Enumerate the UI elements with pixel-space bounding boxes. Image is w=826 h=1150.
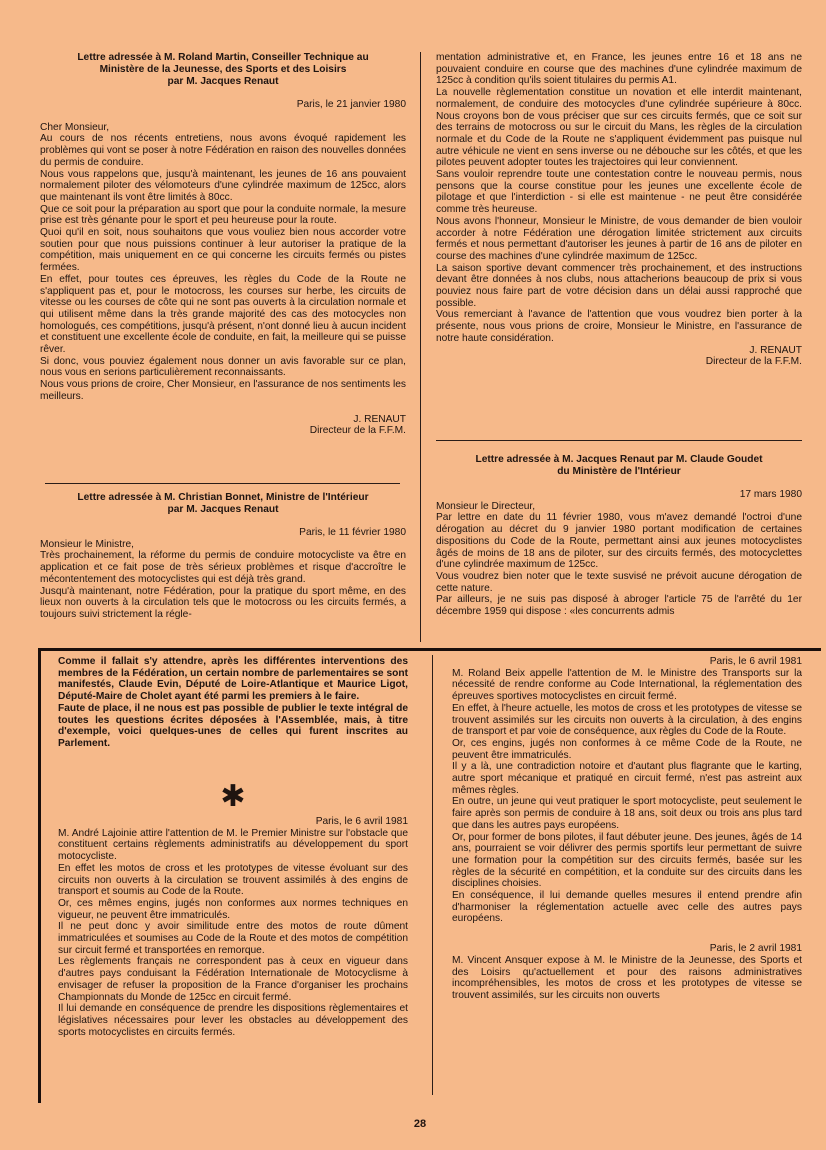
letter2-date: Paris, le 11 février 1980: [299, 527, 406, 538]
question3-date: Paris, le 2 avril 1981: [709, 943, 802, 955]
letter1-date: Paris, le 21 janvier 1980: [296, 99, 406, 110]
letter2-paragraph: Monsieur le Ministre,: [40, 538, 134, 550]
letter2-cont-paragraph: Nous avons l'honneur, Monsieur le Ministre, de vous demander de bien vouloir accorder à notre Fédération une dérogation limitée strictement aux circuits fermés et nous permettant d'autoriser les jeunes à partir de 16 ans de piloter en course des machines d'une cylindrée maximum de 125cc.: [436, 215, 802, 262]
question2-date: Paris, le 6 avril 1981: [709, 656, 802, 667]
letter2-paragraph: Jusqu'à maintenant, notre Fédération, pour la pratique du sport même, en des lieux non ouverts à la circulation tels que le motocross ou les circuits fermés, a toujours suivi strictement la régle-: [40, 585, 406, 620]
question2-paragraph: En effet, à l'heure actuelle, les motos de cross et les prototypes de vitesse se trouvent assimilés sur les circuits non ouverts à la circulation, à des engins de transport et par voie de conséquence, aux règles du Code de la Route.: [452, 702, 802, 738]
letter2-cont-paragraph: Sans vouloir reprendre toute une contestation contre le nouveau permis, nous pensons que la course constitue pour les jeunes une excellente école de pilotage et que l'interdiction - si elle est maintenue - ne peut être considérée comme très heureuse.: [436, 169, 802, 216]
column-divider: [420, 52, 421, 642]
letter1-paragraph: Quoi qu'il en soit, nous souhaitons que vous vouliez bien nous accorder votre soutien pour que nous puissions continuer à leur autoriser la pratique de la compétition, mais uniquement en ce qui concerne les circuits fermés ou pistes fermées.: [40, 227, 406, 274]
letter1-signature-title: Directeur de la F.F.M.: [309, 425, 406, 437]
question1-paragraph: M. André Lajoinie attire l'attention de M. le Premier Ministre sur l'obstacle que constituent certains règlements administratifs au développement du sport motocycliste.: [58, 827, 408, 863]
letter2-column: [40, 492, 406, 642]
letter1-heading: Lettre adressée à M. Roland Martin, Conseiller Technique au Ministère de la Jeunesse, des Sports et des Loisirs par M. Jacques Renaut: [77, 52, 369, 87]
letter1-paragraph: Cher Monsieur,: [40, 121, 110, 133]
upper-right-column: [436, 52, 802, 430]
letter2-signature: J. RENAUT: [749, 344, 802, 356]
question1-paragraph: En effet les motos de cross et les prototypes de vitesse évoluant sur des circuits non ouverts à la circulation se trouvent assimilés à des engins de transport et soumis au Code de la Route.: [58, 862, 408, 898]
letter3-column: [436, 454, 802, 644]
letter3-paragraph: Monsieur le Directeur,: [436, 500, 536, 512]
asterisk-icon: ✱: [220, 780, 246, 813]
letter1-signature: J. RENAUT: [353, 413, 406, 425]
box-column-divider: [432, 655, 433, 1095]
letter1-paragraph: Si donc, vous pouviez également nous donner un avis favorable sur ce plan, nous vous en serions particulièrement reconnaissants.: [40, 355, 406, 379]
letter1-paragraph: Que ce soit pour la préparation au sport que pour la conduite normale, la mesure prise est très génante pour le sport et peu heureuse pour la route.: [40, 203, 406, 227]
letter1-paragraph: Nous vous prions de croire, Cher Monsieur, en l'assurance de nos sentiments les meilleurs.: [40, 379, 406, 402]
question1-paragraph: Or, ces mêmes engins, jugés non conformes aux normes techniques en vigueur, ne peuvent être immatriculés.: [58, 897, 408, 921]
letter2-cont-paragraph: mentation administrative et, en France, les jeunes entre 16 et 18 ans ne pouvaient conduire en course que des machines d'une cylindrée maximum de 125cc à condition qu'ils soient titulaires du permis A1.: [436, 52, 802, 87]
question2-paragraph: Or, ces engins, jugés non conformes à ce même Code de la Route, ne peuvent être immatriculés.: [452, 737, 802, 761]
upper-left-column: [40, 52, 406, 482]
right-divider: [436, 440, 802, 441]
letter2-paragraph: Très prochainement, la réforme du permis de conduire motocycliste va être en application et ce fait pose de très sérieux problèmes et risque d'accroître le mécontentement des motocyclistes qui est déjà très grand.: [40, 550, 406, 585]
box-intro: [58, 656, 408, 774]
letter3-paragraph: Par ailleurs, je ne suis pas disposé à abroger l'article 75 de l'arrêté du 1er décembre 1959 qui dispose : «les concurrents admis: [436, 594, 802, 618]
letter3-paragraph: Vous voudrez bien noter que le texte susvisé ne prévoit aucune dérogation de cette nature.: [436, 570, 802, 594]
box-intro-paragraph: Faute de place, il ne nous est pas possible de publier le texte intégral de toutes les questions écrites déposées à l'Assemblée, mais, à titre d'exemple, voici quelques-unes de celles qui furent inscrites au Parlement.: [58, 702, 408, 749]
letter1-paragraph: Au cours de nos récents entretiens, nous avons évoqué rapidement les problèmes qui vont se poser à notre Fédération en raison des nouvelles données du permis de conduire.: [40, 133, 406, 168]
letter2-cont-paragraph: La nouvelle règlementation constitue un novation et elle interdit maintenant, normalement, de conduire des motocycles d'une cylindrée supérieure à 80cc. Nous croyons bon de vous préciser que sur ces circuits fermés, que ce soit sur des terrains de motocross ou sur le circuit du Mans, les règles de la circulation normale et du Code de la Route ne s'appliquent évidemment pas puisque nul autre véhicule ne vient en sens inverse ou ne débouche sur les côtés, et que les pilotes peuvent adopter toutes les trajectoires qui leur conviennent.: [436, 87, 802, 169]
letter3-date: 17 mars 1980: [739, 489, 802, 500]
letter1-paragraph: Nous vous rappelons que, jusqu'à maintenant, les jeunes de 16 ans pouvaient normalement piloter des vélomoteurs d'une cylindrée maximum de 125cc, alors que maintenant ils vont être limités à 80cc.: [40, 168, 406, 203]
box-intro-paragraph: Comme il fallait s'y attendre, après les différentes interventions des membres de la Fédération, un certain nombre de parlementaires se sont manifestés, Claude Evin, Député de Loire-Atlantique et Maurice Ligot, Député-Maire de Cholet ayant été parmi les premiers à le faire.: [58, 656, 408, 703]
question2-column: [452, 656, 802, 1096]
letter3-heading: Lettre adressée à M. Jacques Renaut par M. Claude Goudet du Ministère de l'Intérieur: [475, 454, 763, 477]
letter2-signature-title: Directeur de la F.F.M.: [705, 356, 802, 368]
question1-paragraph: Les règlements français ne correspondent pas à ceux en vigueur dans d'autres pays conduisant la Fédération Internationale de Motocyclisme à envisager de refuser la proposition de la France d'organiser les prochains Championnats du Monde de 125cc en circuit fermé.: [58, 956, 408, 1003]
question1-column: [58, 774, 408, 1096]
question2-paragraph: Il y a là, une contradiction notoire et d'autant plus flagrante que le karting, autre sport mécanique et pratiqué en circuit fermé, n'est pas astreint aux mêmes règles.: [452, 761, 802, 796]
question3-paragraph: M. Vincent Ansquer expose à M. le Ministre de la Jeunesse, des Sports et des Loisirs qu'actuellement et pour des raisons administratives incompréhensibles, les motos de cross et les prototypes de vitesse se trouvent assimilés, sur les circuits non ouverts: [452, 954, 802, 1001]
letter2-cont-paragraph: La saison sportive devant commencer très prochainement, et des instructions devant être données à nos clubs, nous attacherions beaucoup de prix si vous pouviez nous faire part de votre décision dans un délai aussi rapproché que possible.: [436, 262, 802, 309]
letter3-paragraph: Par lettre en date du 11 février 1980, vous m'avez demandé l'octroi d'une dérogation au décret du 9 janvier 1980 portant modification de certaines dispositions du Code de la Route, permettant ainsi aux jeunes motocyclistes âgés de moins de 18 ans de piloter, sur des circuits fermés, des motocyclettes d'une cylindrée maximum de 125cc.: [436, 512, 802, 571]
letter2-cont-paragraph: Vous remerciant à l'avance de l'attention que vous voudrez bien porter à la présente, nous vous prions de croire, Monsieur le Ministre, en l'assurance de notre haute considération.: [436, 309, 802, 344]
question2-paragraph: En conséquence, il lui demande quelles mesures il entend prendre afin d'harmoniser la réglementation actuelle avec celle des autres pays européens.: [452, 890, 802, 925]
letter1-paragraph: En effet, pour toutes ces épreuves, les règles du Code de la Route ne s'appliquent pas et, pour le motocross, les courses sur herbe, les circuits de vitesse ou les courses de côte qui ne sont pas ouverts à la circulation normale et qui utilisent même dans la très grande majorité des cas des motocycles non homologués, ces compétitions, jusqu'à présent, n'ont donné lieu à aucun incident et constituent une excellente école de conduite, en fait, la meilleure qui se puisse rêver.: [40, 273, 406, 356]
left-divider: [45, 483, 400, 484]
question1-date: Paris, le 6 avril 1981: [315, 816, 408, 827]
question2-paragraph: M. Roland Beix appelle l'attention de M. le Ministre des Transports sur la nécessité de rendre conforme au Code International, la réglementation des épreuves sportives motocyclistes en circuit fermé.: [452, 667, 802, 703]
letter2-heading: Lettre adressée à M. Christian Bonnet, Ministre de l'Intérieur par M. Jacques Renaut: [77, 492, 369, 515]
question1-paragraph: Il ne peut donc y avoir similitude entre des motos de route dûment immatriculées et soumises au Code de la Route et des motos de compétition sur circuit fermé et transportées en remorque.: [58, 921, 408, 956]
question1-paragraph: Il lui demande en conséquence de prendre les dispositions règlementaires et législatives nécessaires pour lever les obstacles au développement des sports motocyclistes en circuits fermés.: [58, 1003, 408, 1038]
question2-paragraph: Or, pour former de bons pilotes, il faut débuter jeune. Des jeunes, âgés de 14 ans, pourraient se voir délivrer des permis sportifs leur permettant de suivre une formation pour la compétition sur des circuits fermés, basée sur les règles de la sécurité en compétition, et la conduite sur des circuits dans les disciplines choisies.: [452, 831, 802, 890]
page-number: 28: [413, 1118, 427, 1130]
question2-paragraph: En outre, un jeune qui veut pratiquer le sport motocycliste, peut seulement le faire après son permis de conduire à 18 ans, soit deux ou trois ans plus tard que dans les autres pays européens.: [452, 796, 802, 831]
